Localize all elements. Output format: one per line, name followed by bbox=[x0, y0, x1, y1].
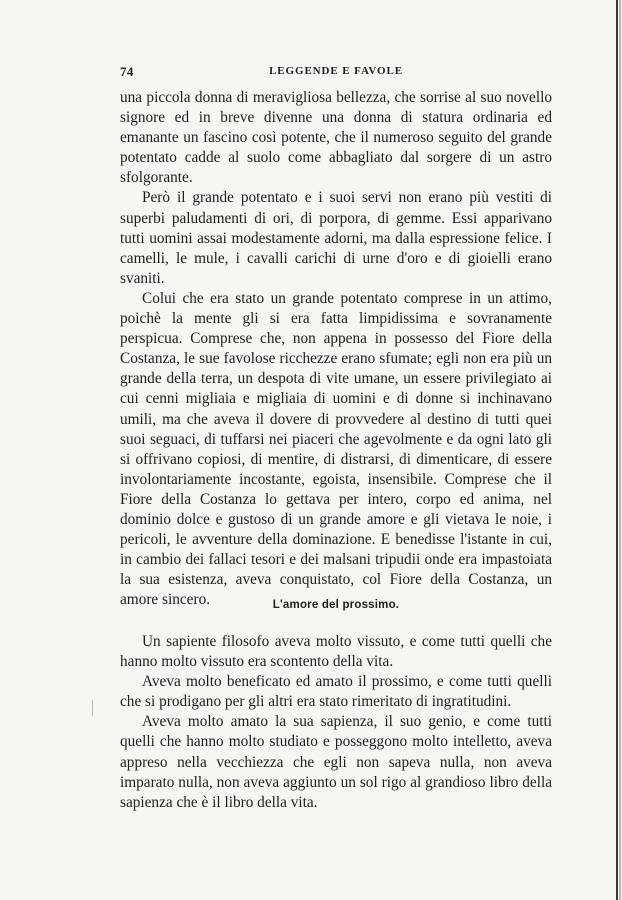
page-edge-shadow bbox=[619, 0, 621, 900]
story-continuation bbox=[120, 88, 552, 610]
paragraph: Un sapiente filosofo aveva molto vissuto, e come tutti quelli che hanno molto vissuto era scontento della vita. bbox=[120, 633, 552, 671]
paragraph: Aveva molto amato la sua sapienza, il suo genio, e come tutti quelli che hanno molto studiato e posseggono molto intelletto, aveva appreso nella vecchiezza che egli non sapeva nulla, non aveva imparato nulla, non aveva aggiunto un sol rigo al grandioso libro della sapienza che è il libro della vita. bbox=[120, 713, 552, 811]
page-edge bbox=[616, 0, 618, 900]
paragraph: una piccola donna di meravigliosa bellezza, che sorrise al suo novello signore ed in breve divenne una donna di statura ordinaria ed emanante un fascino così potente, che il numeroso seguito del grande potentato cadde al suolo come abbagliato dal sorgere di un astro sfolgorante. bbox=[120, 89, 552, 187]
margin-mark bbox=[92, 700, 93, 716]
page-number: 74 bbox=[120, 64, 134, 79]
section-body bbox=[120, 632, 552, 813]
paragraph: Aveva molto beneficato ed amato il prossimo, e come tutti quelli che si prodigano per gli altri era stato rimeritato di ingratitudini. bbox=[120, 673, 552, 711]
paragraph: Colui che era stato un grande potentato comprese in un attimo, poichè la mente gli si era fatta limpidissima e sovranamente perspicua. Comprese che, non appena in possesso del Fiore della Costanza, le sue favolose ricchezze erano sfumate; egli non era più un grande della terra, un despota di vite umane, un essere privilegiato ai cui cenni migliaia e migliaia di uomini e di donne si inchinavano umili, ma che aveva il dovere di provvedere al destino di tutti quei suoi seguaci, di tuffarsi nei piaceri che agevolmente e da ogni lato gli si offrivano copiosi, di mentire, di distrarsi, di dimenticare, di essere involontariamente incostante, egoista, insensibile. Comprese che il Fiore della Costanza lo gettava per intero, corpo ed anima, nel dominio dolce e gustoso di un grande amore e gli vietava le noie, i pericoli, le avventure della dominazione. E benedisse l'istante in cui, in cambio dei fallaci tesori e dei malsani tripudii onde era impastoiata la sua esistenza, aveva conquistato, col Fiore della Costanza, un amore sincero. bbox=[120, 289, 552, 609]
running-title: LEGGENDE E FAVOLE bbox=[269, 65, 403, 77]
page-header bbox=[120, 64, 552, 84]
paragraph: Però il grande potentato e i suoi servi non erano più vestiti di superbi paludamenti di ori, di porpora, di gemme. Essi apparivano tutti uomini assai modestamente adorni, ma dalla espressione felice. I camelli, le mule, i cavalli carichi di urne d'oro e di gioielli erano svaniti. bbox=[120, 189, 552, 287]
section-title: L'amore del prossimo. bbox=[272, 599, 400, 611]
